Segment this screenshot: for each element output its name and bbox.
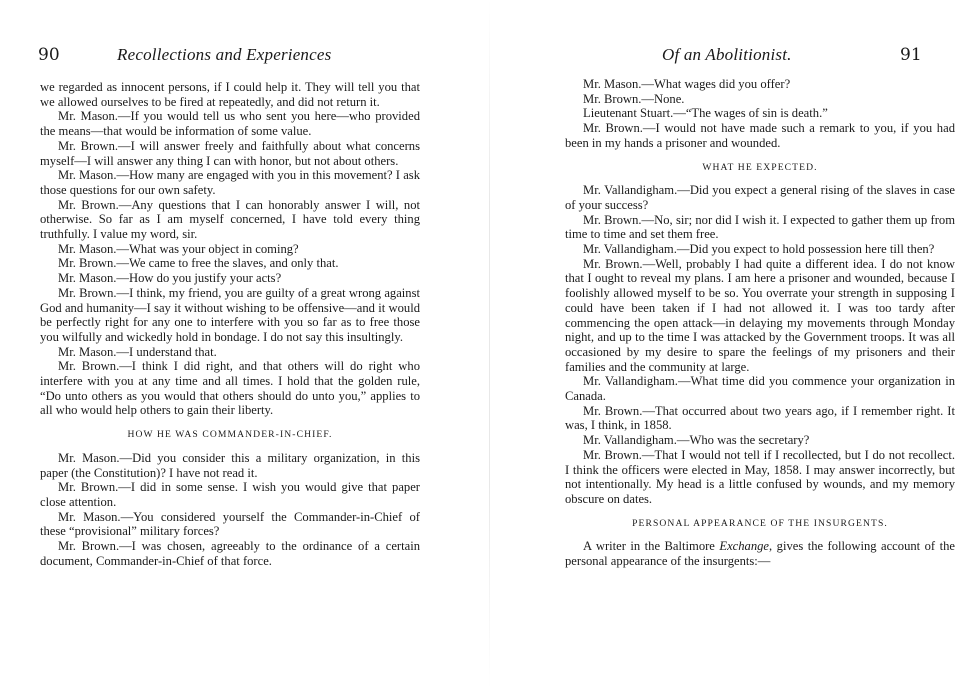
paragraph: Mr. Mason.—How do you justify your acts? — [58, 271, 282, 286]
paragraph: Mr. Vallandigham.—What time did you commence your organization in Canada. — [565, 374, 955, 404]
section-heading: HOW HE WAS COMMANDER-IN-CHIEF. — [127, 429, 333, 441]
left-text-column — [40, 80, 420, 569]
paragraph: Mr. Brown.—I think I did right, and that others will do right who interfere with you at any time and all times. I hold that the golden rule, “Do unto others as you would that others should do unto you,” applies to all who would help others to gain their liberty. — [40, 359, 420, 418]
newspaper-title: Exchange — [719, 539, 770, 554]
section-heading: WHAT HE EXPECTED. — [702, 161, 818, 173]
paragraph: Mr. Brown.—No, sir; nor did I wish it. I expected to gather them up from time to time and set them free. — [565, 212, 955, 242]
paragraph: Mr. Brown.—That occurred about two years ago, if I remember right. It was, I think, in 1858. — [565, 403, 955, 433]
paragraph: Mr. Brown.—That I would not tell if I recollected, but I do not recollect. I think the officers were elected in May, 1858. I may answer incorrectly, but not intentionally. My head is a little confused by wounds, and my memory obscure on dates. — [565, 447, 955, 506]
paragraph: Mr. Mason.—What wages did you offer? — [583, 77, 791, 91]
right-page — [490, 0, 980, 689]
paragraph: Mr. Vallandigham.—Who was the secretary? — [583, 433, 810, 448]
right-text-column — [565, 77, 955, 569]
section-heading: PERSONAL APPEARANCE OF THE INSURGENTS. — [632, 517, 888, 529]
text-run: A writer in the Baltimore — [583, 539, 720, 554]
paragraph: Mr. Mason.—What was your object in coming? — [58, 241, 299, 256]
paragraph: Mr. Brown.—Well, probably I had quite a different idea. I do not know that I ought to reveal my plans. I am here a prisoner and wounded, because I foolishly allowed myself to be so. You overrate your strength in supposing I could have been taken if I had not allowed it. I was too tardy after commencing the open attack—in delaying my movements through Monday night, and up to the time I was attacked by the Government troops. It was all occasioned by my desire to spare the feelings of my prisoners and their families and the community at large. — [565, 256, 955, 374]
right-running-title: Of an Abolitionist. — [662, 45, 792, 64]
paragraph: Mr. Brown.—We came to free the slaves, and only that. — [58, 256, 339, 271]
paragraph: Mr. Mason.—How many are engaged with you in this movement? I ask those questions for our own safety. — [40, 168, 420, 197]
text-run: , gives the following account of the personal appearance of the insurgents:— — [565, 539, 955, 569]
paragraph: Mr. Brown.—I think, my friend, you are guilty of a great wrong against God and humanity—I say it without wishing to be offensive—and it would be perfectly right for any one to interfere with you so far as to free those you wilfully and wickedly hold in bondage. I do not say this insultingly. — [40, 285, 420, 344]
paragraph: Mr. Vallandigham.—Did you expect a general rising of the slaves in case of your success? — [565, 183, 955, 212]
paragraph: Mr. Brown.—I would not have made such a remark to you, if you had been in my hands a prisoner and wounded. — [565, 121, 955, 150]
paragraph: Mr. Mason.—You considered yourself the Commander-in-Chief of these “provisional” military forces? — [40, 509, 420, 539]
paragraph: Mr. Vallandigham.—Did you expect to hold possession here till then? — [583, 242, 935, 257]
left-page-number: 90 — [38, 45, 60, 65]
paragraph: Mr. Brown.—I did in some sense. I wish you would give that paper close attention. — [40, 480, 420, 509]
paragraph: Lieutenant Stuart.—“The wages of sin is death.” — [583, 106, 828, 121]
paragraph: we regarded as innocent persons, if I could help it. They will tell you that we allowed ourselves to be fired at repeatedly, and did not return it. — [40, 80, 420, 109]
paragraph: Mr. Mason.—Did you consider this a military organization, in this paper (the Constitution)? I have not read it. — [40, 450, 420, 480]
paragraph: Mr. Mason.—If you would tell us who sent you here—who provided the means—that would be information of some value. — [40, 109, 420, 139]
paragraph: Mr. Brown.—I will answer freely and faithfully about what concerns myself—I will answer any thing I can with honor, but not about others. — [40, 138, 420, 168]
paragraph: Mr. Mason.—I understand that. — [58, 344, 217, 359]
right-page-number: 91 — [900, 45, 922, 65]
paragraph — [565, 539, 955, 568]
paragraph: Mr. Brown.—Any questions that I can honorably answer I will, not otherwise. So far as I am myself concerned, I have told every thing truthfully. I value my word, sir. — [40, 197, 420, 242]
paragraph: Mr. Brown.—None. — [583, 91, 685, 106]
paragraph: Mr. Brown.—I was chosen, agreeably to the ordinance of a certain document, Commander-in-Chief of that force. — [40, 539, 420, 568]
left-running-title: Recollections and Experiences — [117, 45, 332, 64]
